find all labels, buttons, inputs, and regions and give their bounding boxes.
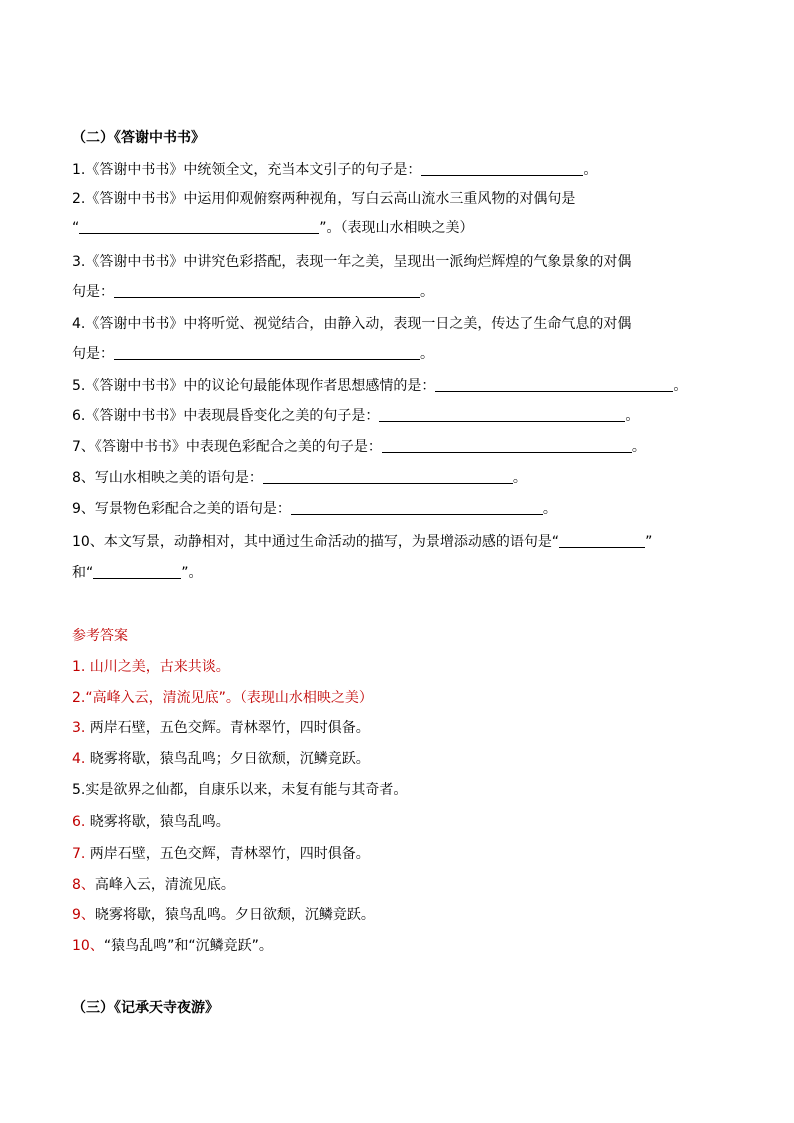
section3-heading: （三）《记承天寺夜游》 [72,1000,219,1016]
question-5 [72,376,687,396]
answer-1: 1. 山川之美，古来共谈。 [72,659,230,675]
answer-blank-2[interactable] [79,219,319,234]
answer-blank-4[interactable] [114,345,420,360]
question-5-end: 。 [673,378,688,394]
question-10-end: ”。 [181,565,203,581]
question-9 [72,499,557,519]
question-10-and: 和“ [72,565,94,581]
answer-10-text: “猿鸟乱鸣”和“沉鳞竞跃”。 [103,938,273,954]
answer-9-text: 晓雾将歇，猿鸟乱鸣。夕日欲颓，沉鳞竞跃。 [94,907,375,923]
question-6-text: 6.《答谢中书书》中表现晨昏变化之美的句子是： [72,408,380,424]
question-3-line1: 3.《答谢中书书》中讲究色彩搭配，表现一年之美，呈现出一派绚烂辉煌的气象景象的对偶 [72,254,632,270]
answer-4-number: 4. [72,751,86,767]
question-4-line2 [72,344,434,364]
question-7-end: 。 [631,439,646,455]
answer-10-number: 10、 [72,938,104,954]
question-2-line2 [72,218,474,238]
answer-10 [72,936,273,956]
answer-6-text: 晓雾将歇，猿鸟乱鸣。 [85,814,230,830]
answer-8 [72,875,235,895]
question-7 [72,437,646,457]
question-1 [72,160,597,180]
answer-blank-8[interactable] [263,469,513,484]
question-8-end: 。 [512,470,527,486]
question-3-prefix: 句是： [72,284,114,300]
question-6-end: 。 [625,408,640,424]
answer-7-text: 两岸石壁，五色交辉，青林翠竹，四时俱备。 [85,846,370,862]
question-3-end: 。 [420,284,434,300]
answer-blank-10b[interactable] [93,564,181,579]
answer-2: 2.“高峰入云，清流见底”。（表现山水相映之美） [72,690,373,706]
question-9-text: 9、写景物色彩配合之美的语句是： [72,501,291,517]
question-7-text: 7、《答谢中书书》中表现色彩配合之美的句子是： [72,439,382,455]
question-10-line1 [72,532,652,552]
question-1-text: 1.《答谢中书书》中统领全文，充当本文引子的句子是： [72,162,422,178]
answer-4-text: 晓雾将歇，猿鸟乱鸣；夕日欲颓，沉鳞竞跃。 [85,751,370,767]
answer-7 [72,844,370,864]
answer-8-text: 高峰入云，清流见底。 [94,877,235,893]
question-2-end: ”。（表现山水相映之美） [319,220,474,236]
answer-3-text: 两岸石壁，五色交辉。青林翠竹，四时俱备。 [85,720,370,736]
question-1-end: 。 [583,162,598,178]
answer-3-number: 3. [72,720,86,736]
answer-6 [72,812,230,832]
answers-title: 参考答案 [72,628,128,644]
question-10-close-quote: ” [645,534,653,550]
question-2-line1: 2.《答谢中书书》中运用仰观俯察两种视角，写白云高山流水三重风物的对偶句是 [72,191,576,207]
question-8 [72,468,527,488]
answer-8-number: 8、 [72,877,95,893]
section2-heading: （二）《答谢中书书》 [72,130,205,146]
answer-blank-3[interactable] [114,283,420,298]
answer-5: 5.实是欲界之仙都，自康乐以来，未复有能与其奇者。 [72,782,408,798]
question-10-text: 10、本文写景，动静相对，其中通过生命活动的描写，为景增添动感的语句是“ [72,534,560,550]
answer-blank-10a[interactable] [559,533,645,548]
question-9-end: 。 [542,501,557,517]
answer-4 [72,749,370,769]
answer-blank-7[interactable] [382,438,632,453]
question-4-prefix: 句是： [72,346,114,362]
answer-9 [72,905,375,925]
question-3-line2 [72,282,434,302]
answer-blank-5[interactable] [435,377,673,392]
answer-6-number: 6. [72,814,86,830]
answer-blank-6[interactable] [379,407,625,422]
answer-blank-1[interactable] [421,161,583,176]
question-8-text: 8、写山水相映之美的语句是： [72,470,263,486]
answer-9-number: 9、 [72,907,95,923]
question-2-open-quote: “ [72,220,80,236]
question-5-text: 5.《答谢中书书》中的议论句最能体现作者思想感情的是： [72,378,436,394]
answer-7-number: 7. [72,846,86,862]
question-4-end: 。 [420,346,434,362]
question-4-line1: 4.《答谢中书书》中将听觉、视觉结合，由静入动，表现一日之美，传达了生命气息的对偶 [72,316,632,332]
answer-blank-9[interactable] [291,500,543,515]
question-10-line2 [72,563,203,583]
answer-3 [72,718,370,738]
question-6 [72,406,639,426]
